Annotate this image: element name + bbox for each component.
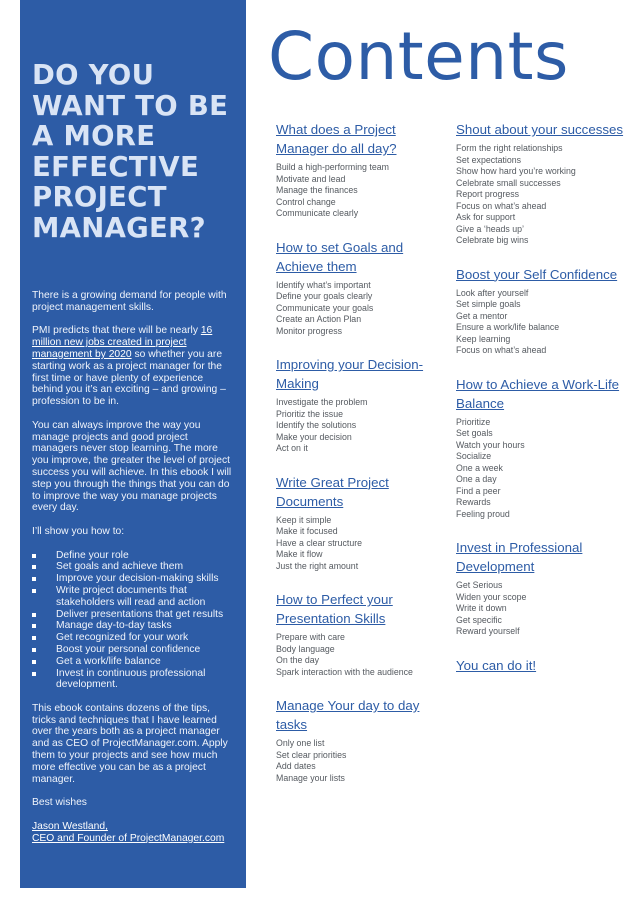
contents-column-right bbox=[456, 120, 631, 693]
skills-list-item: Get recognized for your work bbox=[32, 632, 234, 644]
section-title-link[interactable]: Improving your Decision-Making bbox=[276, 357, 424, 391]
section-manage-your-day-to-day-tasks bbox=[276, 696, 451, 784]
section-item: Only one list bbox=[276, 738, 325, 748]
section-title-link[interactable]: Shout about your successes bbox=[456, 122, 624, 137]
skills-list-item: Improve your decision-making skills bbox=[32, 573, 234, 585]
section-item: Make it focused bbox=[276, 526, 338, 536]
section-item: Build a high-performing team bbox=[276, 162, 389, 172]
section-item: Spark interaction with the audience bbox=[276, 666, 413, 677]
section-item: Widen your scope bbox=[456, 591, 527, 602]
section-item: Set clear priorities bbox=[276, 749, 347, 760]
section-how-to-perfect-your-presentation-skills bbox=[276, 590, 451, 678]
section-title-link[interactable]: You can do it! bbox=[456, 657, 537, 673]
skills-list-item: Get a work/life balance bbox=[32, 656, 234, 668]
section-item: Get specific bbox=[456, 614, 502, 625]
section-item: Watch your hours bbox=[456, 439, 525, 450]
section-item: Get a mentor bbox=[456, 310, 508, 321]
section-shout-about-your-successes bbox=[456, 120, 631, 247]
section-item: Find a peer bbox=[456, 485, 501, 496]
section-item: Socialize bbox=[456, 451, 492, 461]
section-item: Make it flow bbox=[276, 549, 323, 559]
section-write-great-project-documents bbox=[276, 473, 451, 573]
section-boost-your-self-confidence bbox=[456, 265, 631, 357]
skills-list-item: Write project documents that stakeholders will read and action bbox=[32, 585, 234, 609]
section-how-to-set-goals-and-achieve-them bbox=[276, 238, 451, 338]
skills-list-item: Define your role bbox=[32, 550, 234, 562]
section-item: Prepare with care bbox=[276, 632, 345, 642]
section-item: Rewards bbox=[456, 497, 491, 507]
sidebar-headline: DO YOU WANT TO BE A MORE EFFECTIVE PROJECT MANAGER? bbox=[32, 59, 229, 244]
section-item: Celebrate small successes bbox=[456, 177, 561, 188]
closing-text: Best wishes bbox=[32, 797, 87, 809]
section-item: Motivate and lead bbox=[276, 173, 346, 184]
section-item: Just the right amount bbox=[276, 560, 359, 571]
section-item: Identify what’s important bbox=[276, 279, 371, 290]
section-item: Communicate clearly bbox=[276, 208, 359, 218]
section-invest-in-professional-development bbox=[456, 538, 631, 638]
section-title-link[interactable]: Invest in Professional Development bbox=[456, 540, 583, 574]
section-item: Manage the finances bbox=[276, 185, 358, 195]
section-item: Act on it bbox=[276, 443, 308, 453]
section-item: Body language bbox=[276, 643, 335, 654]
skills-list-item: Invest in continuous professional development. bbox=[32, 668, 234, 692]
section-item: One a day bbox=[456, 474, 497, 484]
section-item: Focus on what’s ahead bbox=[456, 200, 547, 211]
section-item: Celebrate big wins bbox=[456, 235, 529, 245]
section-item: Investigate the problem bbox=[276, 397, 368, 407]
section-item: Get Serious bbox=[456, 580, 503, 590]
section-item: Write it down bbox=[456, 603, 507, 613]
show-you-paragraph: I’ll show you how to: bbox=[32, 525, 125, 537]
section-item: Identify the solutions bbox=[276, 420, 357, 430]
section-item: Create an Action Plan bbox=[276, 314, 362, 324]
section-item: Look after yourself bbox=[456, 287, 529, 298]
section-item: Set goals bbox=[456, 428, 493, 438]
section-item: Manage your lists bbox=[276, 772, 345, 783]
section-item: Report progress bbox=[456, 189, 520, 199]
section-item: Keep learning bbox=[456, 333, 511, 344]
section-item: Ensure a work/life balance bbox=[456, 322, 560, 332]
section-item: Have a clear structure bbox=[276, 537, 363, 548]
contents-title: Contents bbox=[268, 18, 569, 95]
section-item: Set expectations bbox=[456, 154, 522, 165]
section-item: Form the right relationships bbox=[456, 143, 563, 153]
section-title-link[interactable]: How to Perfect your Presentation Skills bbox=[276, 592, 393, 626]
section-item: Show how hard you’re working bbox=[456, 166, 576, 176]
section-item: Set simple goals bbox=[456, 299, 521, 309]
sidebar-panel bbox=[20, 0, 246, 888]
section-item: On the day bbox=[276, 655, 320, 665]
intro-paragraph: There is a growing demand for people with project management skills. bbox=[32, 290, 227, 313]
section-item: Give a ‘heads up’ bbox=[456, 223, 524, 234]
section-item: Define your goals clearly bbox=[276, 291, 373, 301]
pmi-paragraph bbox=[32, 325, 234, 408]
skills-list-item: Set goals and achieve them bbox=[32, 561, 234, 573]
section-you-can-do-it bbox=[456, 656, 631, 675]
pmi-text-before: PMI predicts that there will be nearly bbox=[32, 325, 201, 337]
section-title-link[interactable]: Write Great Project Documents bbox=[276, 474, 389, 509]
section-item: Focus on what’s ahead bbox=[456, 345, 547, 355]
section-what-does-a-project-manager-do-all-day bbox=[276, 120, 451, 220]
signature bbox=[32, 821, 234, 845]
contents-column-left bbox=[276, 120, 451, 802]
skills-list-item: Boost your personal confidence bbox=[32, 644, 234, 656]
section-title-link[interactable]: How to Achieve a Work-Life Balance bbox=[456, 376, 620, 411]
skills-list-item: Deliver presentations that get results bbox=[32, 609, 234, 621]
improve-paragraph: You can always improve the way you manage projects and good project managers never stop learning. The more you improve, the greater the level of project success you will achieve. In this ebook I will step you through the things that you can do to improve the way you manage projects every day. bbox=[32, 419, 232, 514]
section-item: Communicate your goals bbox=[276, 302, 374, 313]
signature-title[interactable]: CEO and Founder of ProjectManager.com bbox=[32, 832, 225, 844]
section-how-to-achieve-a-work-life-balance bbox=[456, 375, 631, 521]
ebook-paragraph: This ebook contains dozens of the tips, tricks and techniques that I have learned over the years both as a project manager and as CEO of ProjectManager.com. Apply them to your projects and see how much more effective you can be as a project manager. bbox=[32, 702, 228, 785]
pmi-text-after: so whether you are starting work as a project manager for the first time or have plenty of experience behind you it’s an exciting – and growing – profession to be in. bbox=[32, 348, 226, 408]
section-title-link[interactable]: Boost your Self Confidence bbox=[456, 266, 618, 282]
section-item: Reward yourself bbox=[456, 626, 520, 636]
section-item: Feeling proud bbox=[456, 508, 510, 519]
skills-list bbox=[32, 550, 234, 692]
section-title-link[interactable]: What does a Project Manager do all day? bbox=[276, 122, 397, 156]
signature-name[interactable]: Jason Westland, bbox=[32, 820, 108, 832]
section-item: Prioritiz the issue bbox=[276, 408, 343, 419]
section-title-link[interactable]: Manage Your day to day tasks bbox=[276, 698, 420, 732]
section-item: Add dates bbox=[276, 761, 316, 771]
section-title-link[interactable]: How to set Goals and Achieve them bbox=[276, 239, 404, 274]
section-item: Prioritize bbox=[456, 416, 491, 427]
section-item: Ask for support bbox=[456, 212, 516, 222]
section-item: Monitor progress bbox=[276, 325, 343, 336]
section-item: Keep it simple bbox=[276, 514, 332, 525]
section-item: One a week bbox=[456, 462, 503, 473]
section-improving-your-decision-making bbox=[276, 355, 451, 455]
section-item: Make your decision bbox=[276, 431, 352, 442]
section-item: Control change bbox=[276, 196, 336, 207]
pmi-jobs-link[interactable]: 16 million new jobs created in project management by 2020 bbox=[32, 325, 213, 360]
skills-list-item: Manage day-to-day tasks bbox=[32, 620, 234, 632]
